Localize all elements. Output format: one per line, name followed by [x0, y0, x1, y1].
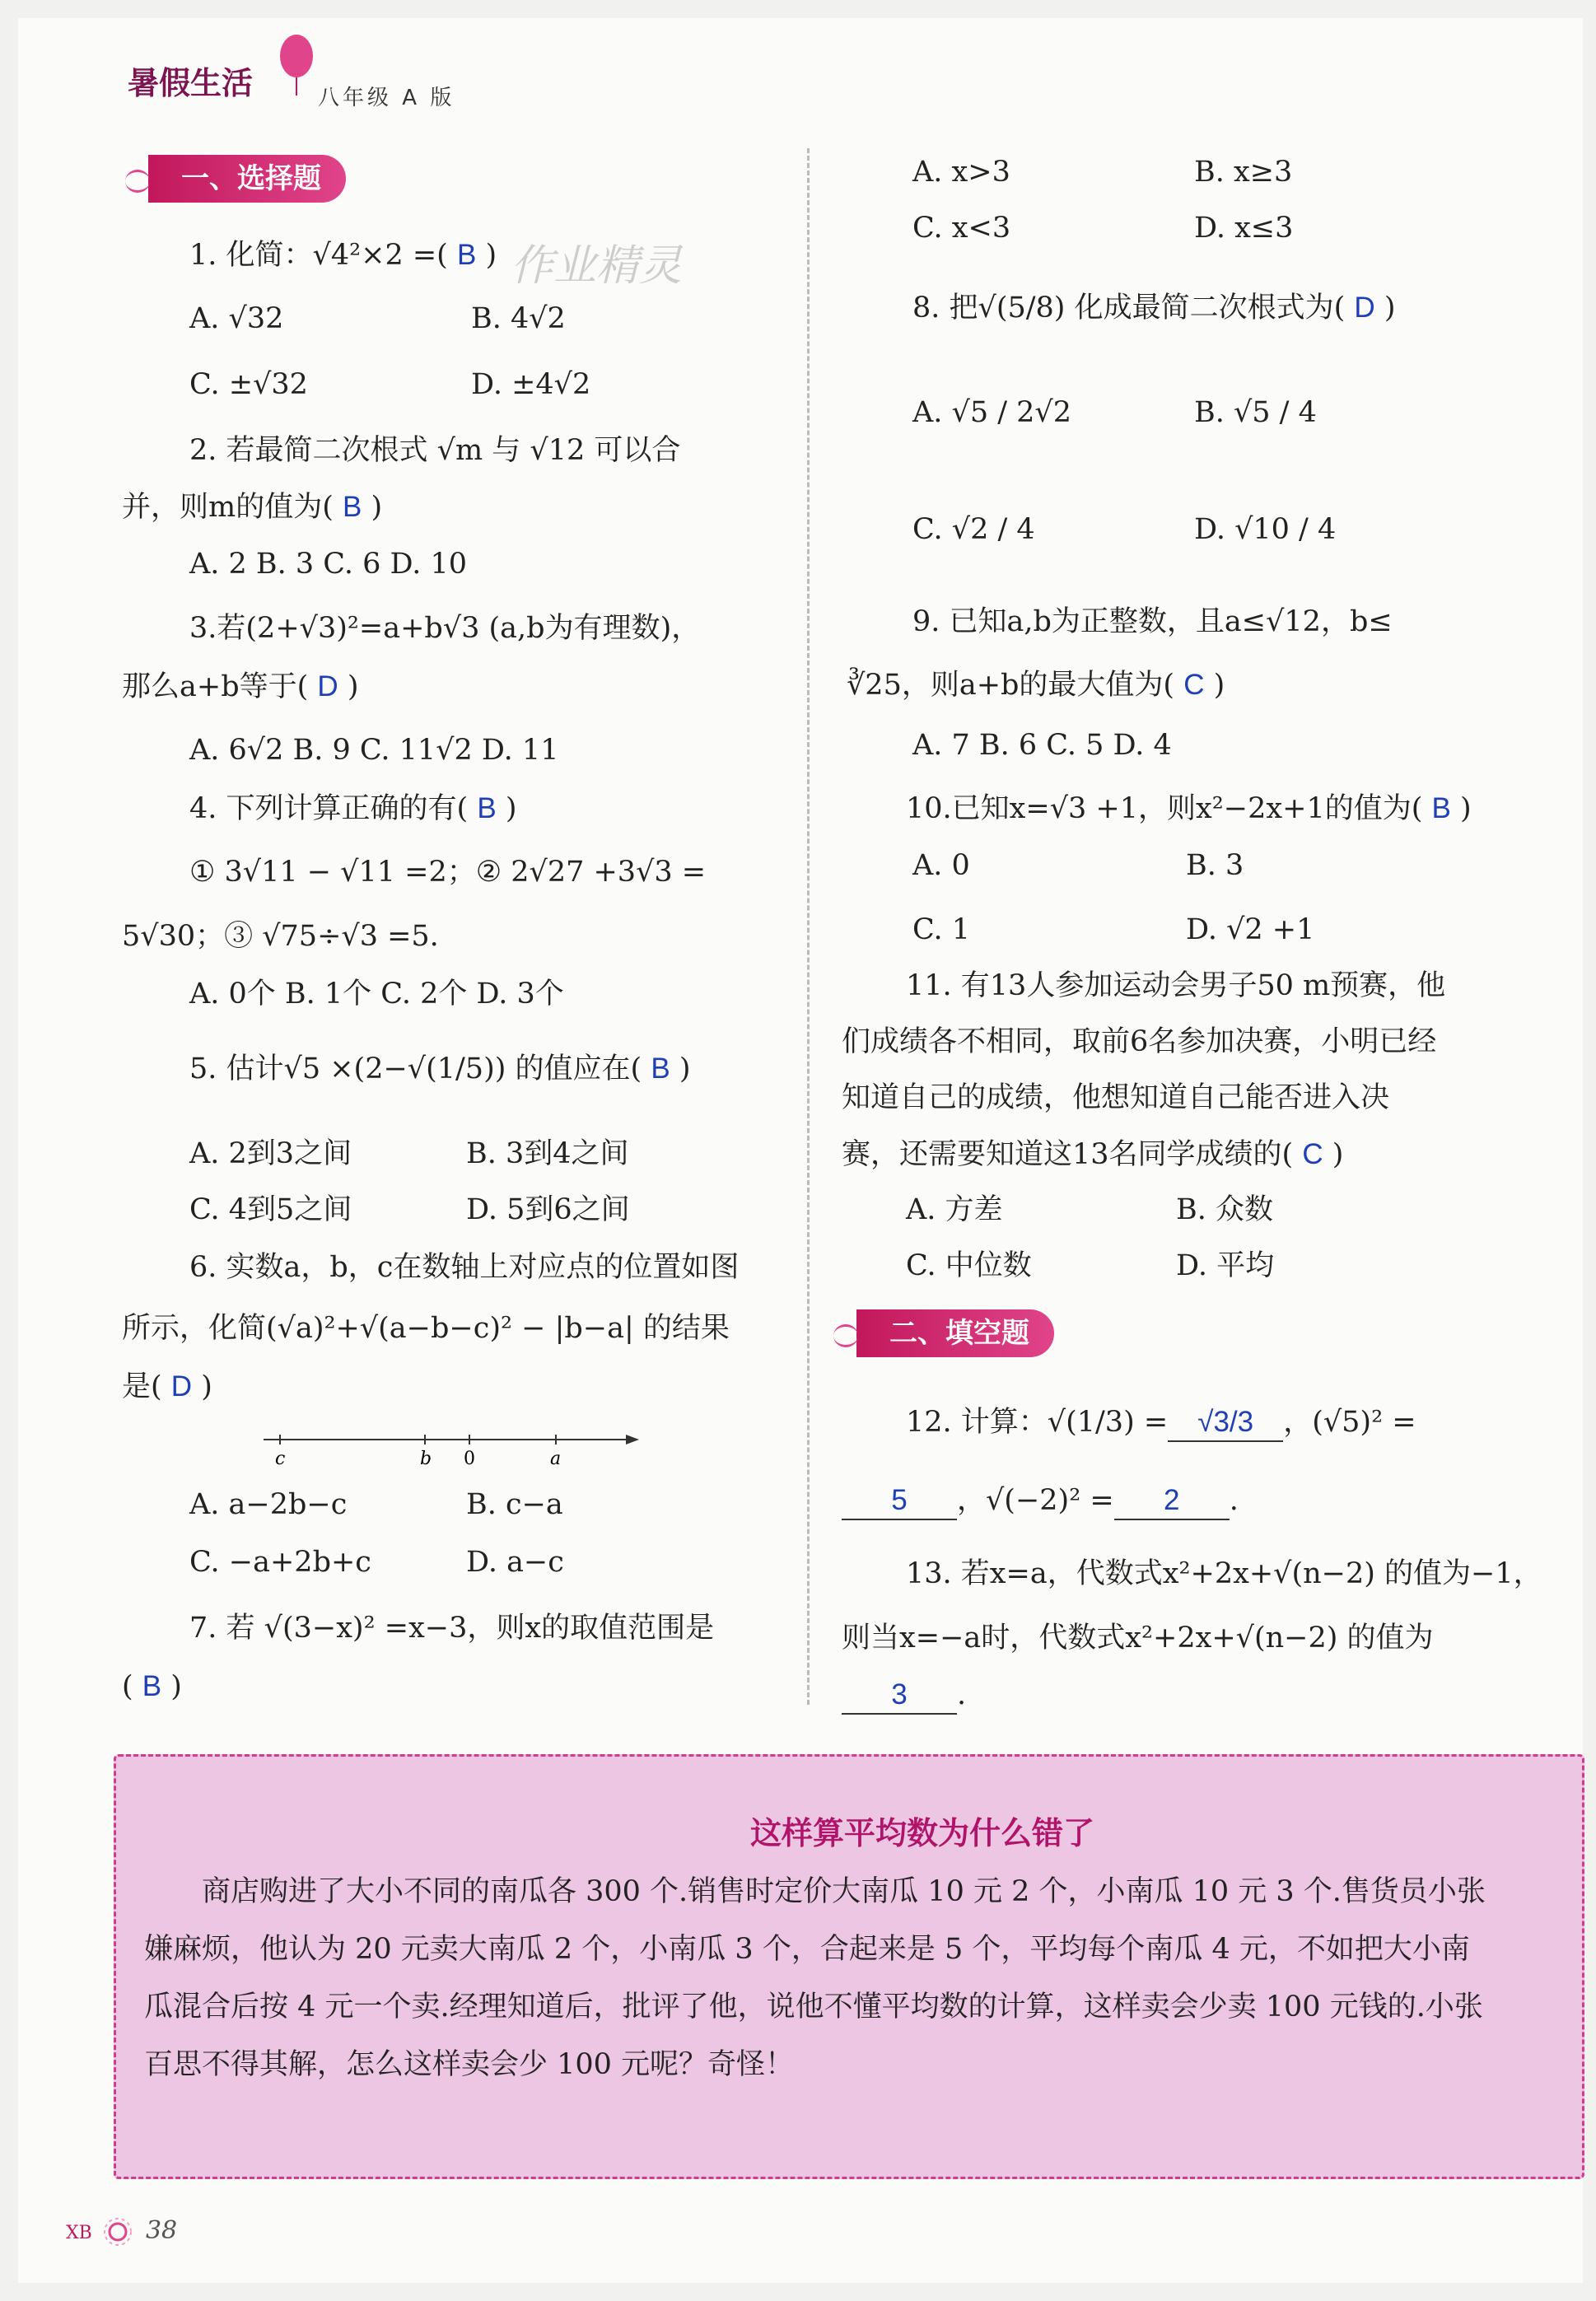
q8-option-d: D. √10 / 4: [1194, 513, 1337, 546]
q8-option-b: B. √5 / 4: [1194, 396, 1317, 429]
axis-label-b: b: [420, 1449, 432, 1469]
q3-stem-line2: 那么a+b等于( D ): [122, 670, 359, 703]
q11-line1: 11. 有13人参加运动会男子50 m预赛，他: [906, 969, 1446, 1002]
q5-option-d: D. 5到6之间: [466, 1193, 630, 1226]
balloon-icon: [276, 33, 317, 99]
q1-stem: 1. 化简：√4²×2 =( B ): [189, 239, 497, 272]
story-title: 这样算平均数为什么错了: [749, 1815, 1094, 1851]
section-choice-title: 一、选择题: [148, 155, 346, 203]
q5-option-c: C. 4到5之间: [189, 1193, 352, 1226]
q1-option-d: D. ±4√2: [471, 368, 591, 401]
q1-option-a: A. √32: [189, 302, 284, 335]
sun-icon: [100, 2215, 138, 2248]
q2-answer: B: [343, 491, 362, 523]
q10-option-d: D. √2 +1: [1186, 913, 1315, 946]
q5-option-b: B. 3到4之间: [466, 1137, 629, 1170]
q7-answer: B: [142, 1670, 162, 1702]
q6-option-c: C. −a+2b+c: [189, 1546, 371, 1579]
q10-option-a: A. 0: [912, 849, 970, 882]
footer-code: XB: [66, 2223, 92, 2243]
q6-option-a: A. a−2b−c: [189, 1488, 348, 1521]
q5-option-a: A. 2到3之间: [189, 1137, 352, 1170]
q10-option-c: C. 1: [912, 913, 971, 946]
q12-answer-1: √3/3: [1168, 1404, 1283, 1442]
watermark: 作业精灵: [511, 241, 683, 291]
q10-answer: B: [1431, 792, 1451, 824]
q4-stem: 4. 下列计算正确的有( B ): [189, 792, 517, 825]
section-fill-title: 二、填空题: [856, 1309, 1054, 1357]
q6-option-d: D. a−c: [466, 1546, 564, 1579]
q3-answer: D: [317, 670, 338, 702]
axis-label-origin: 0: [464, 1449, 475, 1469]
q2-options: A. 2 B. 3 C. 6 D. 10: [189, 548, 468, 581]
q6-stem-line1: 6. 实数a，b，c在数轴上对应点的位置如图: [189, 1251, 740, 1284]
q3-stem-line1: 3.若(2+√3)²=a+b√3 (a,b为有理数)，: [189, 612, 701, 645]
grade-label: 八年级 A 版: [318, 86, 455, 110]
q7-option-a: A. x>3: [912, 156, 1010, 189]
page-footer: [66, 2215, 177, 2248]
q10-stem: 10.已知x=√3 +1，则x²−2x+1的值为( B ): [906, 792, 1472, 825]
q8-answer: D: [1354, 292, 1375, 324]
page-number: 38: [145, 2216, 178, 2245]
q8-option-a: A. √5 / 2√2: [912, 396, 1071, 429]
q2-stem-line1: 2. 若最简二次根式 √m 与 √12 可以合: [189, 434, 681, 467]
axis-label-a: a: [550, 1449, 562, 1469]
q7-option-b: B. x≥3: [1194, 156, 1293, 189]
q11-option-a: A. 方差: [906, 1193, 1003, 1226]
q9-stem-line2: ∛25，则a+b的最大值为( C ): [847, 669, 1225, 702]
q4-line1: ① 3√11 − √11 =2；② 2√27 +3√3 =: [189, 856, 707, 889]
q6-stem-line2: 所示，化简(√a)²+√(a−b−c)² − |b−a| 的结果: [122, 1312, 730, 1345]
series-logo: 暑假生活: [128, 65, 254, 101]
q8-option-c: C. √2 / 4: [912, 513, 1035, 546]
q12-stem: 12. 计算：√(1/3) = √3/3 ，(√5)² =: [906, 1404, 1416, 1442]
q8-stem: 8. 把√(5/8) 化成最简二次根式为( D ): [912, 292, 1396, 324]
q11-line3: 知道自己的成绩，他想知道自己能否进入决: [842, 1081, 1390, 1114]
q5-stem: 5. 估计√5 ×(2−√(1/5)) 的值应在( B ): [189, 1052, 691, 1085]
q2-stem-line2: 并，则m的值为( B ): [122, 491, 383, 524]
q11-answer: C: [1302, 1138, 1323, 1170]
column-divider: [807, 148, 810, 1705]
q4-options: A. 0个 B. 1个 C. 2个 D. 3个: [189, 978, 564, 1010]
q1-option-b: B. 4√2: [471, 302, 566, 335]
q13-line2: 则当x=−a时，代数式x²+2x+√(n−2) 的值为: [842, 1622, 1434, 1655]
q12-line2: 5 ，√(−2)² = 2 .: [842, 1482, 1239, 1520]
q7-stem: 7. 若 √(3−x)² =x−3，则x的取值范围是: [189, 1612, 715, 1645]
q3-options: A. 6√2 B. 9 C. 11√2 D. 11: [189, 734, 559, 767]
q9-answer: C: [1183, 669, 1205, 701]
q13-line1: 13. 若x=a，代数式x²+2x+√(n−2) 的值为−1，: [906, 1557, 1542, 1590]
q11-line4: 赛，还需要知道这13名同学成绩的( C ): [842, 1138, 1344, 1171]
axis-label-c: c: [275, 1449, 286, 1469]
q7-option-d: D. x≤3: [1194, 212, 1294, 245]
q11-line2: 们成绩各不相同，取前6名参加决赛，小明已经: [842, 1025, 1437, 1058]
q12-answer-3: 2: [1114, 1482, 1230, 1520]
q11-option-b: B. 众数: [1176, 1193, 1273, 1226]
q6-stem-line3: 是( D ): [122, 1370, 212, 1403]
q9-options: A. 7 B. 6 C. 5 D. 4: [912, 729, 1172, 762]
q1-option-c: C. ±√32: [189, 368, 308, 401]
q11-option-c: C. 中位数: [906, 1249, 1032, 1282]
q4-line2: 5√30；③ √75÷√3 =5.: [122, 920, 439, 953]
q4-answer: B: [477, 792, 497, 824]
q6-option-b: B. c−a: [466, 1488, 563, 1521]
q13-line3: 3 .: [842, 1677, 966, 1715]
story-body: 商店购进了大小不同的南瓜各 300 个.销售时定价大南瓜 10 元 2 个，小南瓜 10 元 3 个.售货员小张嫌麻烦，他认为 20 元卖大南瓜 2 个，小南瓜 3 个，合起来是 5 个，平均每个南瓜 4 元，不如把大小南瓜混合后按 4 元一个卖.经理知道后，批评了他，说他不懂平均数的计算，这样卖会少卖 100 元钱的.小张百思不得其解，怎么这样卖会少 100 元呢？奇怪！: [144, 1875, 1486, 2081]
q5-answer: B: [651, 1052, 670, 1085]
q7-answer-line: ( B ): [122, 1670, 182, 1703]
q1-answer: B: [456, 239, 477, 271]
q10-option-b: B. 3: [1186, 849, 1244, 882]
q6-answer: D: [170, 1370, 193, 1403]
q13-answer: 3: [842, 1677, 957, 1715]
number-line: [255, 1425, 642, 1474]
q11-option-d: D. 平均: [1176, 1249, 1275, 1282]
q12-answer-2: 5: [842, 1482, 957, 1520]
q7-option-c: C. x<3: [912, 212, 1011, 245]
q9-stem-line1: 9. 已知a,b为正整数，且a≤√12，b≤: [912, 605, 1393, 638]
